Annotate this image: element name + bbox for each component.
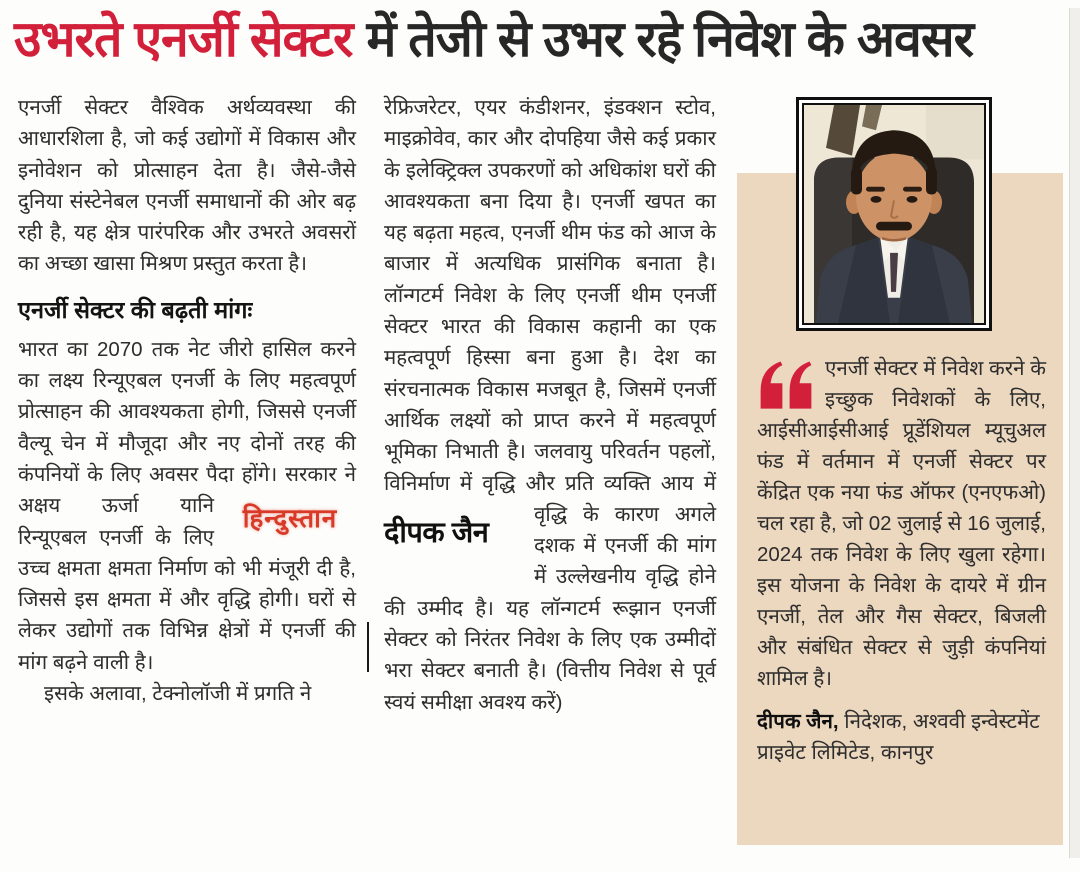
attribution-role: निदेशक, अश्ववी इन्वेस्टमेंट प्राइवेट लिमिटेड, कानपुर — [757, 710, 1040, 764]
paragraph-text: भारत का 2070 तक नेट जीरो हासिल करने का लक्ष्य रिन्यूएबल एनर्जी के लिए महत्वपूर्ण प्रोत्साहन की आवश्यकता होगी, जिससे एनर्जी वैल्यू चेन में मौजूदा और नए दोनों तरह की कंपनियों के लिए अवसर पैदा होंगे। सरकार ने अक्षय — [18, 337, 356, 518]
paragraph — [18, 334, 356, 678]
paragraph: एनर्जी सेक्टर वैश्विक अर्थव्यवस्था की आधारशिला है, जो कई उद्योगों में विकास और इनोवेशन को प्रोत्साहन देता है। जैसे-जैसे दुनिया संस्टेनेबल एनर्जी समाधानों की ओर बढ़ रही है, यह क्षेत्र पारंपरिक और उभरते अवसरों का अच्छा खासा मिश्रण प्रस्तुत करता है। — [18, 96, 356, 276]
headline-rest: में तेजी से उभर रहे निवेश के अवसर — [366, 11, 974, 67]
paragraph — [384, 92, 716, 718]
headline — [14, 2, 1070, 76]
hindustan-logo — [224, 495, 356, 541]
attribution-name: दीपक जैन, — [757, 710, 839, 733]
column-divider-rule — [367, 622, 369, 672]
article-column-2 — [384, 92, 716, 718]
author-photo — [796, 97, 992, 331]
portrait-illustration — [804, 105, 984, 323]
quote-attribution — [757, 706, 1046, 768]
page-edge-strip — [1069, 8, 1080, 858]
author-byline-name: दीपक जैन — [384, 517, 489, 550]
author-photo-inner — [802, 103, 986, 325]
paragraph-text: रेफ्रिजरेटर, एयर कंडीशनर, इंडक्शन स्टोव, माइक्रोवेव, कार और दोपहिया जैसे कई प्रकार के इलेक्ट्रिक्ल उपकरणों को अधिकांश घरों की आवश्यकता बना दिया है। एनर्जी खपत का यह बढ़ता महत्व, एनर्जी थीम फंड को आज के बाजार में अत्यधिक प्रासंगिक बनाता है। लॉन्गटर्म निवेश के लिए एनर्जी थीम एनर्जी सेक्टर भारत की विकास कहानी का एक महत्वपूर्ण हिस्सा बना हुआ है। देश का संरचनात्मक विकास मजबूत है, जिसमें एनर्जी आर्थिक लक्ष्यों को प्राप्त करने में महत्वपूर्ण भूमिका निभाती है। जलवायु परिवर्तन पहलों, विनिर्माण में वृद्धि और प्रति व्यक्ति आय में वृद्धि के — [384, 96, 716, 526]
article-column-1 — [18, 92, 356, 709]
section-subhead: एनर्जी सेक्टर की बढ़ती मांगः — [18, 296, 253, 323]
quote-text: एनर्जी सेक्टर में निवेश करने के इच्छुक निवेशकों के लिए, आईसीआईसीआई प्रूडेंशियल म्यूचुअल फंड में वर्तमान में एनर्जी सेक्टर पर केंद्रित एक नया फंड ऑफर (एनएफओ) चल रहा है, जो 02 जुलाई से 16 जुलाई, 2024 तक निवेश के लिए खुला रहेगा। इस योजना के निवेश के दायरे में ग्रीन एनर्जी, तेल और गैस सेक्टर, बिजली और संबंधित सेक्टर से जुड़ी कंपनियां शामिल है। — [757, 357, 1046, 690]
paragraph-text: कारण अगले दशक में एनर्जी की मांग में उल्लेखनीय वृद्धि होने की उम्मीद है। यह लॉन्गटर्म रूझान एनर्जी सेक्टर को निरंतर निवेश के लिए एक उम्मीदों भरा सेक्टर बनाती है। (वित्तीय निवेश से पूर्व स्वयं समीक्षा अवश्य करें) — [384, 502, 716, 714]
author-byline — [384, 503, 522, 565]
paragraph: इसके अलावा, टेक्नोलॉजी में प्रगति ने — [44, 682, 312, 706]
hindustan-logo-text: हिन्दुस्तान — [242, 502, 338, 533]
headline-highlight: उभरते एनर्जी सेक्टर — [14, 11, 353, 67]
quote-content — [757, 353, 1046, 768]
paragraph-text: ऊर्जा यानि रिन्यूएबल एनर्जी के लिए उच्च क्षमता क्षमता निर्माण को भी मंजूरी दी है, जिससे इस क्षमता में और वृद्धि होगी। घरों से लेकर उद्योगों तक विभिन्न क्षेत्रों में एनर्जी की मांग बढ़ने वाली है। — [18, 494, 356, 674]
quote-icon — [757, 359, 815, 411]
